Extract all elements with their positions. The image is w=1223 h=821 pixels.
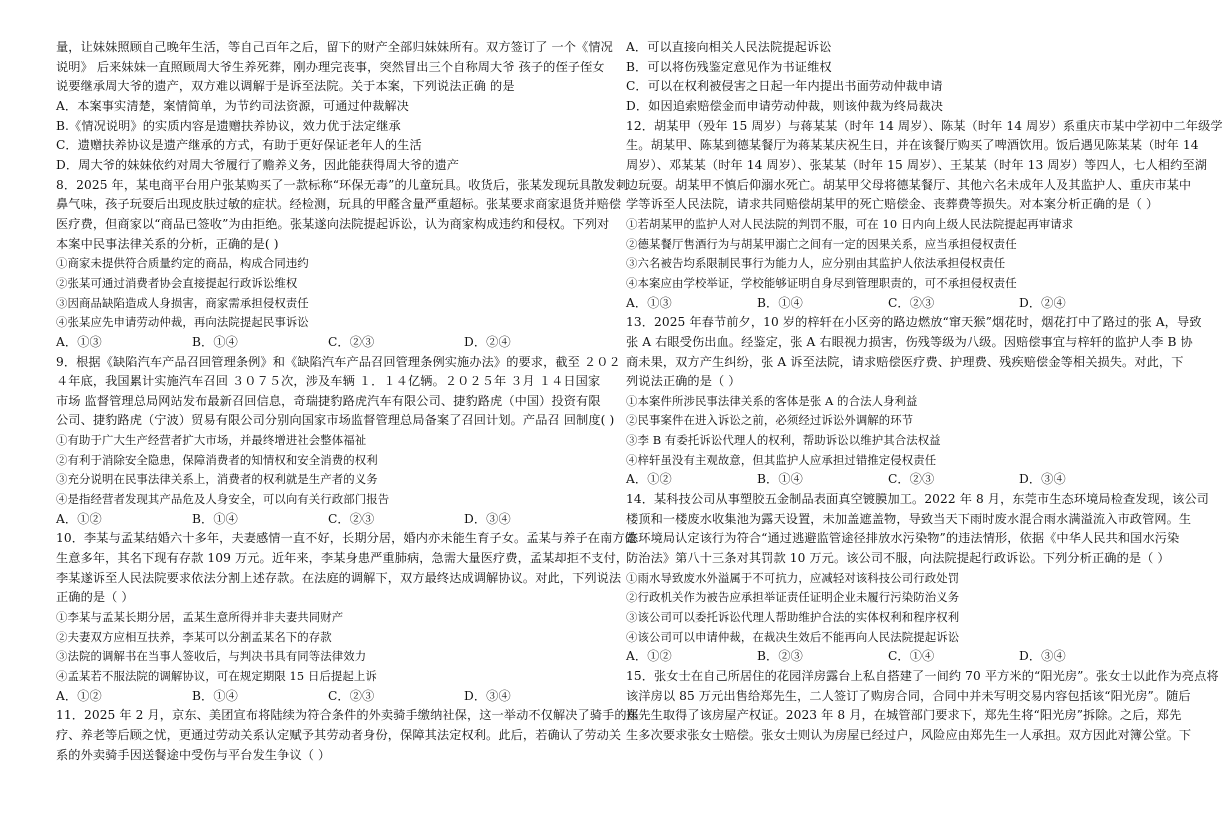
answer-option: D．②④ <box>1019 295 1066 310</box>
statement-line: ②张某可通过消费者协会直接提起行政诉讼维权 <box>56 275 298 290</box>
answer-option: D．③④ <box>1019 472 1066 487</box>
left-column <box>56 38 639 765</box>
answer-options <box>56 510 596 530</box>
text-line: C．可以在权利被侵害之日起一年内提出书面劳动仲裁申请 <box>626 79 943 94</box>
text-line: 13．2025 年春节前夕，10 岁的梓轩在小区旁的路边燃放“窜天猴”烟花时，烟花打中了路过的张 A，导致 <box>626 315 1202 330</box>
text-line: 商未果，双方产生纠纷，张 A 诉至法院，请求赔偿医疗费、护理费、残疾赔偿金等相关损失。对此，下 <box>626 354 1184 369</box>
text-line: 生意多年，其名下现有存款 109 万元。近年来，李某身患严重肺病，急需大量医疗费，孟某却拒不支付， <box>56 551 629 566</box>
statement-line: ③该公司可以委托诉讼代理人帮助维护合法的实体权利和程序权利 <box>626 610 960 625</box>
text-line: 医疗费，但商家以“商品已签收”为由拒绝。张某遂向法院提起诉讼，认为商家构成违约和侵权。下列对 <box>56 216 610 231</box>
right-column <box>626 38 1223 746</box>
text-line: 列说法正确的是（ ） <box>626 374 741 389</box>
answer-option: B．①④ <box>192 511 238 526</box>
statement-line: ④梓轩虽没有主观故意，但其监护人应承担过错推定侵权责任 <box>626 452 937 467</box>
answer-options <box>626 470 1148 490</box>
answer-option: B．①④ <box>192 334 238 349</box>
statement-line: ③六名被告均系限制民事行为能力人，应分别由其监护人依法承担侵权责任 <box>626 256 1006 271</box>
text-line: 公司、捷豹路虎（宁波）贸易有限公司分别向国家市场监督管理总局备案了召回计划。产品召 回制度( ) <box>56 413 615 428</box>
text-line: 周岁）、邓某某（时年 14 周岁）、张某某（时年 15 周岁）、王某某（时年 13 周岁）等四人，七人相约至湖 <box>626 157 1208 172</box>
answer-option: D．③④ <box>1019 649 1066 664</box>
answer-option: B．①④ <box>757 472 803 487</box>
answer-option: C．②③ <box>328 511 375 526</box>
statement-line: ④张某应先申请劳动仲裁，再向法院提起民事诉讼 <box>56 315 309 330</box>
statement-line: ③李 B 有委托诉讼代理人的权利，帮助诉讼以维护其合法权益 <box>626 433 941 448</box>
answer-option: A．①② <box>56 688 102 703</box>
text-line: D．周大爷的妹妹依约对周大爷履行了赡养义务，因此能获得周大爷的遗产 <box>56 157 460 172</box>
statement-line: ②民事案件在进入诉讼之前，必须经过诉讼外调解的环节 <box>626 413 914 428</box>
text-line: 李某遂诉至人民法院要求依法分割上述存款。在法庭的调解下，双方最终达成调解协议。对此，下列说法 <box>56 570 622 585</box>
statement-line: ④是指经营者发现其产品危及人身安全，可以向有关行政部门报告 <box>56 492 390 507</box>
answer-option: A．①③ <box>626 295 672 310</box>
statement-line: ③法院的调解书在当事人签收后，与判决书具有同等法律效力 <box>56 649 367 664</box>
statement-line: ①李某与孟某长期分居，孟某生意所得并非夫妻共同财产 <box>56 610 344 625</box>
statement-line: ④该公司可以申请仲裁，在裁决生效后不能再向人民法院提起诉讼 <box>626 629 960 644</box>
text-line: 9．根据《缺陷汽车产品召回管理条例》和《缺陷汽车产品召回管理条例实施办法》的要求，截至 ２０２ <box>56 354 621 369</box>
answer-option: D．②④ <box>464 334 511 349</box>
statement-line: ④本案应由学校举证，学校能够证明自身尽到管理职责的，可不承担侵权责任 <box>626 275 1017 290</box>
statement-line: ②有利于消除安全隐患，保障消费者的知情权和安全消费的权利 <box>56 452 378 467</box>
answer-option: C．②③ <box>888 295 935 310</box>
answer-option: C．②③ <box>328 334 375 349</box>
text-line: 该洋房以 85 万元出售给郑先生，二人签订了购房合同，合同中并未写明交易内容包括该“阳光房”。随后 <box>626 688 1191 703</box>
text-line: 量，让妹妹照顾自己晚年生活，等自己百年之后，留下的财产全部归妹妹所有。双方签订了 一个《情况 <box>56 40 613 54</box>
text-line: 说要继承周大爷的遗产，双方难以调解于是诉至法院。关于本案，下列说法正确 的是 <box>56 79 515 94</box>
text-line: 本案中民事法律关系的分析，正确的是( ) <box>56 236 279 251</box>
text-line: 14．某科技公司从事塑胶五金制品表面真空镀膜加工。2022 年 8 月，东莞市生态环境局检查发现，该公司 <box>626 492 1209 507</box>
statement-line: ①商家未提供符合质量约定的商品，构成合同违约 <box>56 256 309 271</box>
answer-option: A．①③ <box>56 334 102 349</box>
text-line: 态环境局认定该行为符合“通过逃避监管途径排放水污染物”的违法情形，依据《中华人民共和国水污染 <box>626 531 1180 546</box>
answer-option: A．①② <box>56 511 102 526</box>
statement-line: ①若胡某甲的监护人对人民法院的判罚不服，可在 10 日内向上级人民法院提起再审请求 <box>626 216 1074 231</box>
text-line: B．可以将伤残鉴定意见作为书证维权 <box>626 59 832 74</box>
statement-line: ②行政机关作为被告应承担举证责任证明企业未履行污染防治义务 <box>626 590 960 605</box>
text-line: 10．李某与孟某结婚六十多年，夫妻感情一直不好，长期分居，婚内亦未能生育子女。孟某与养子在南方做 <box>56 531 637 546</box>
text-line: D．如因追索赔偿金而申请劳动仲裁，则该仲裁为终局裁决 <box>626 98 944 113</box>
text-line: 说明》 后来妹妹一直照顾周大爷生养死葬，刚办理完丧事，突然冒出三个自称周大爷 孩子的侄子侄女 <box>56 59 605 74</box>
text-line: 系的外卖骑手因送餐途中受伤与平台发生争议（ ） <box>56 747 331 762</box>
text-line: 15．张女士在自己所居住的花园洋房露台上私自搭建了一间约 70 平方米的“阳光房”。张女士以此作为亮点将 <box>626 669 1219 683</box>
statement-line: ③因商品缺陷造成人身损害，商家需承担侵权责任 <box>56 295 309 310</box>
answer-option: C．①④ <box>888 649 935 664</box>
statement-line: ①雨水导致废水外溢属于不可抗力，应减轻对该科技公司行政处罚 <box>626 570 960 585</box>
text-line: 楼顶和一楼废水收集池为露天设置，未加盖遮盖物，导致当天下雨时废水混合雨水满溢流入市政管网。生 <box>626 511 1192 526</box>
text-line: 正确的是（ ） <box>56 590 134 605</box>
answer-option: D．③④ <box>464 511 511 526</box>
text-line: 防治法》第八十三条对其罚款 10 万元。该公司不服，向法院提起行政诉讼。下列分析正确的是（ ） <box>626 551 1170 566</box>
statement-line: ②德某餐厅售酒行为与胡某甲溺亡之间有一定的因果关系，应当承担侵权责任 <box>626 236 1017 251</box>
text-line: 疗、养老等后顾之忧，更通过劳动关系认定赋予其劳动者身份，保障其法定权利。此后，若确认了劳动关 <box>56 727 622 742</box>
answer-options <box>56 333 596 353</box>
answer-option: B．①④ <box>757 295 803 310</box>
text-line: 张 A 右眼受伤出血。经鉴定，张 A 右眼视力损害，伤残等级为八级。因赔偿事宜与梓轩的监护人李 B 协 <box>626 334 1193 349</box>
statement-line: ③充分说明在民事法律关系上，消费者的权利就是生产者的义务 <box>56 472 378 487</box>
answer-options <box>56 687 596 707</box>
answer-option: C．②③ <box>888 472 935 487</box>
text-line: C．遗赠扶养协议是遗产继承的方式，有助于更好保证老年人的生活 <box>56 138 422 153</box>
answer-option: A．①② <box>626 649 672 664</box>
answer-option: C．②③ <box>328 688 375 703</box>
text-line: A．可以直接向相关人民法院提起诉讼 <box>626 40 832 54</box>
statement-line: ④孟某若不服法院的调解协议，可在规定期限 15 日后提起上诉 <box>56 669 377 683</box>
text-line: 边玩耍。胡某甲不慎后仰溺水死亡。胡某甲父母将德某餐厅、其他六名未成年人及其监护人、重庆市某中 <box>626 177 1192 192</box>
text-line: 8．2025 年，某电商平台用户张某购买了一款标称“环保无毒”的儿童玩具。收货后，张某发现玩具散发刺 <box>56 177 628 192</box>
statement-line: ②夫妻双方应相互扶养，李某可以分割孟某名下的存款 <box>56 629 332 644</box>
statement-line: ①有助于广大生产经营者扩大市场，并最终增进社会整体福祉 <box>56 433 367 448</box>
text-line: A．本案事实清楚，案情简单，为节约司法资源，可通过仲裁解决 <box>56 98 409 113</box>
text-line: 市场 监督管理总局网站发布最新召回信息，奇瑞捷豹路虎汽车有限公司、捷豹路虎（中国）投资有限 <box>56 393 601 408</box>
text-line: 学等诉至人民法院，请求共同赔偿胡某甲的死亡赔偿金、丧葬费等损失。对本案分析正确的是（ ） <box>626 197 1159 212</box>
text-line: 生。胡某甲、陈某到德某餐厅为蒋某某庆祝生日，并在该餐厅购买了啤酒饮用。饭后遇见陈某某（时年 14 <box>626 138 1199 153</box>
answer-option: A．①② <box>626 472 672 487</box>
text-line: 11．2025 年 2 月，京东、美团宣布将陆续为符合条件的外卖骑手缴纳社保，这一举动不仅解决了骑手的医 <box>56 708 639 723</box>
text-line: 鼻气味，孩子玩耍后出现皮肤过敏的症状。经检测，玩具的甲醛含量严重超标。张某要求商家退货并赔偿 <box>56 197 622 212</box>
statement-line: ①本案件所涉民事法律关系的客体是张 A 的合法人身利益 <box>626 393 918 408</box>
text-line: 郑先生取得了该房屋产权证。2023 年 8 月，在城管部门要求下，郑先生将“阳光房”拆除。之后，郑先 <box>626 708 1182 723</box>
answer-option: B．①④ <box>192 688 238 703</box>
text-line: 12．胡某甲（殁年 15 周岁）与蒋某某（时年 14 周岁）、陈某（时年 14 周岁）系重庆市某中学初中二年级学 <box>626 118 1223 133</box>
answer-option: B．②③ <box>757 649 803 664</box>
answer-options <box>626 647 1148 667</box>
text-line: B.《情况说明》的实质内容是遗赠扶养协议，效力优于法定继承 <box>56 118 401 133</box>
text-line: 生多次要求张女士赔偿。张女士则认为房屋已经过户，风险应由郑先生一人承担。双方因此对簿公堂。下 <box>626 727 1192 742</box>
answer-option: D．③④ <box>464 688 511 703</box>
text-line: ４年底，我国累计实施汽车召回 ３０７５次，涉及车辆 １．１４亿辆。２０２５年 ３月 １４日国家 <box>56 374 601 389</box>
answer-options <box>626 294 1148 314</box>
